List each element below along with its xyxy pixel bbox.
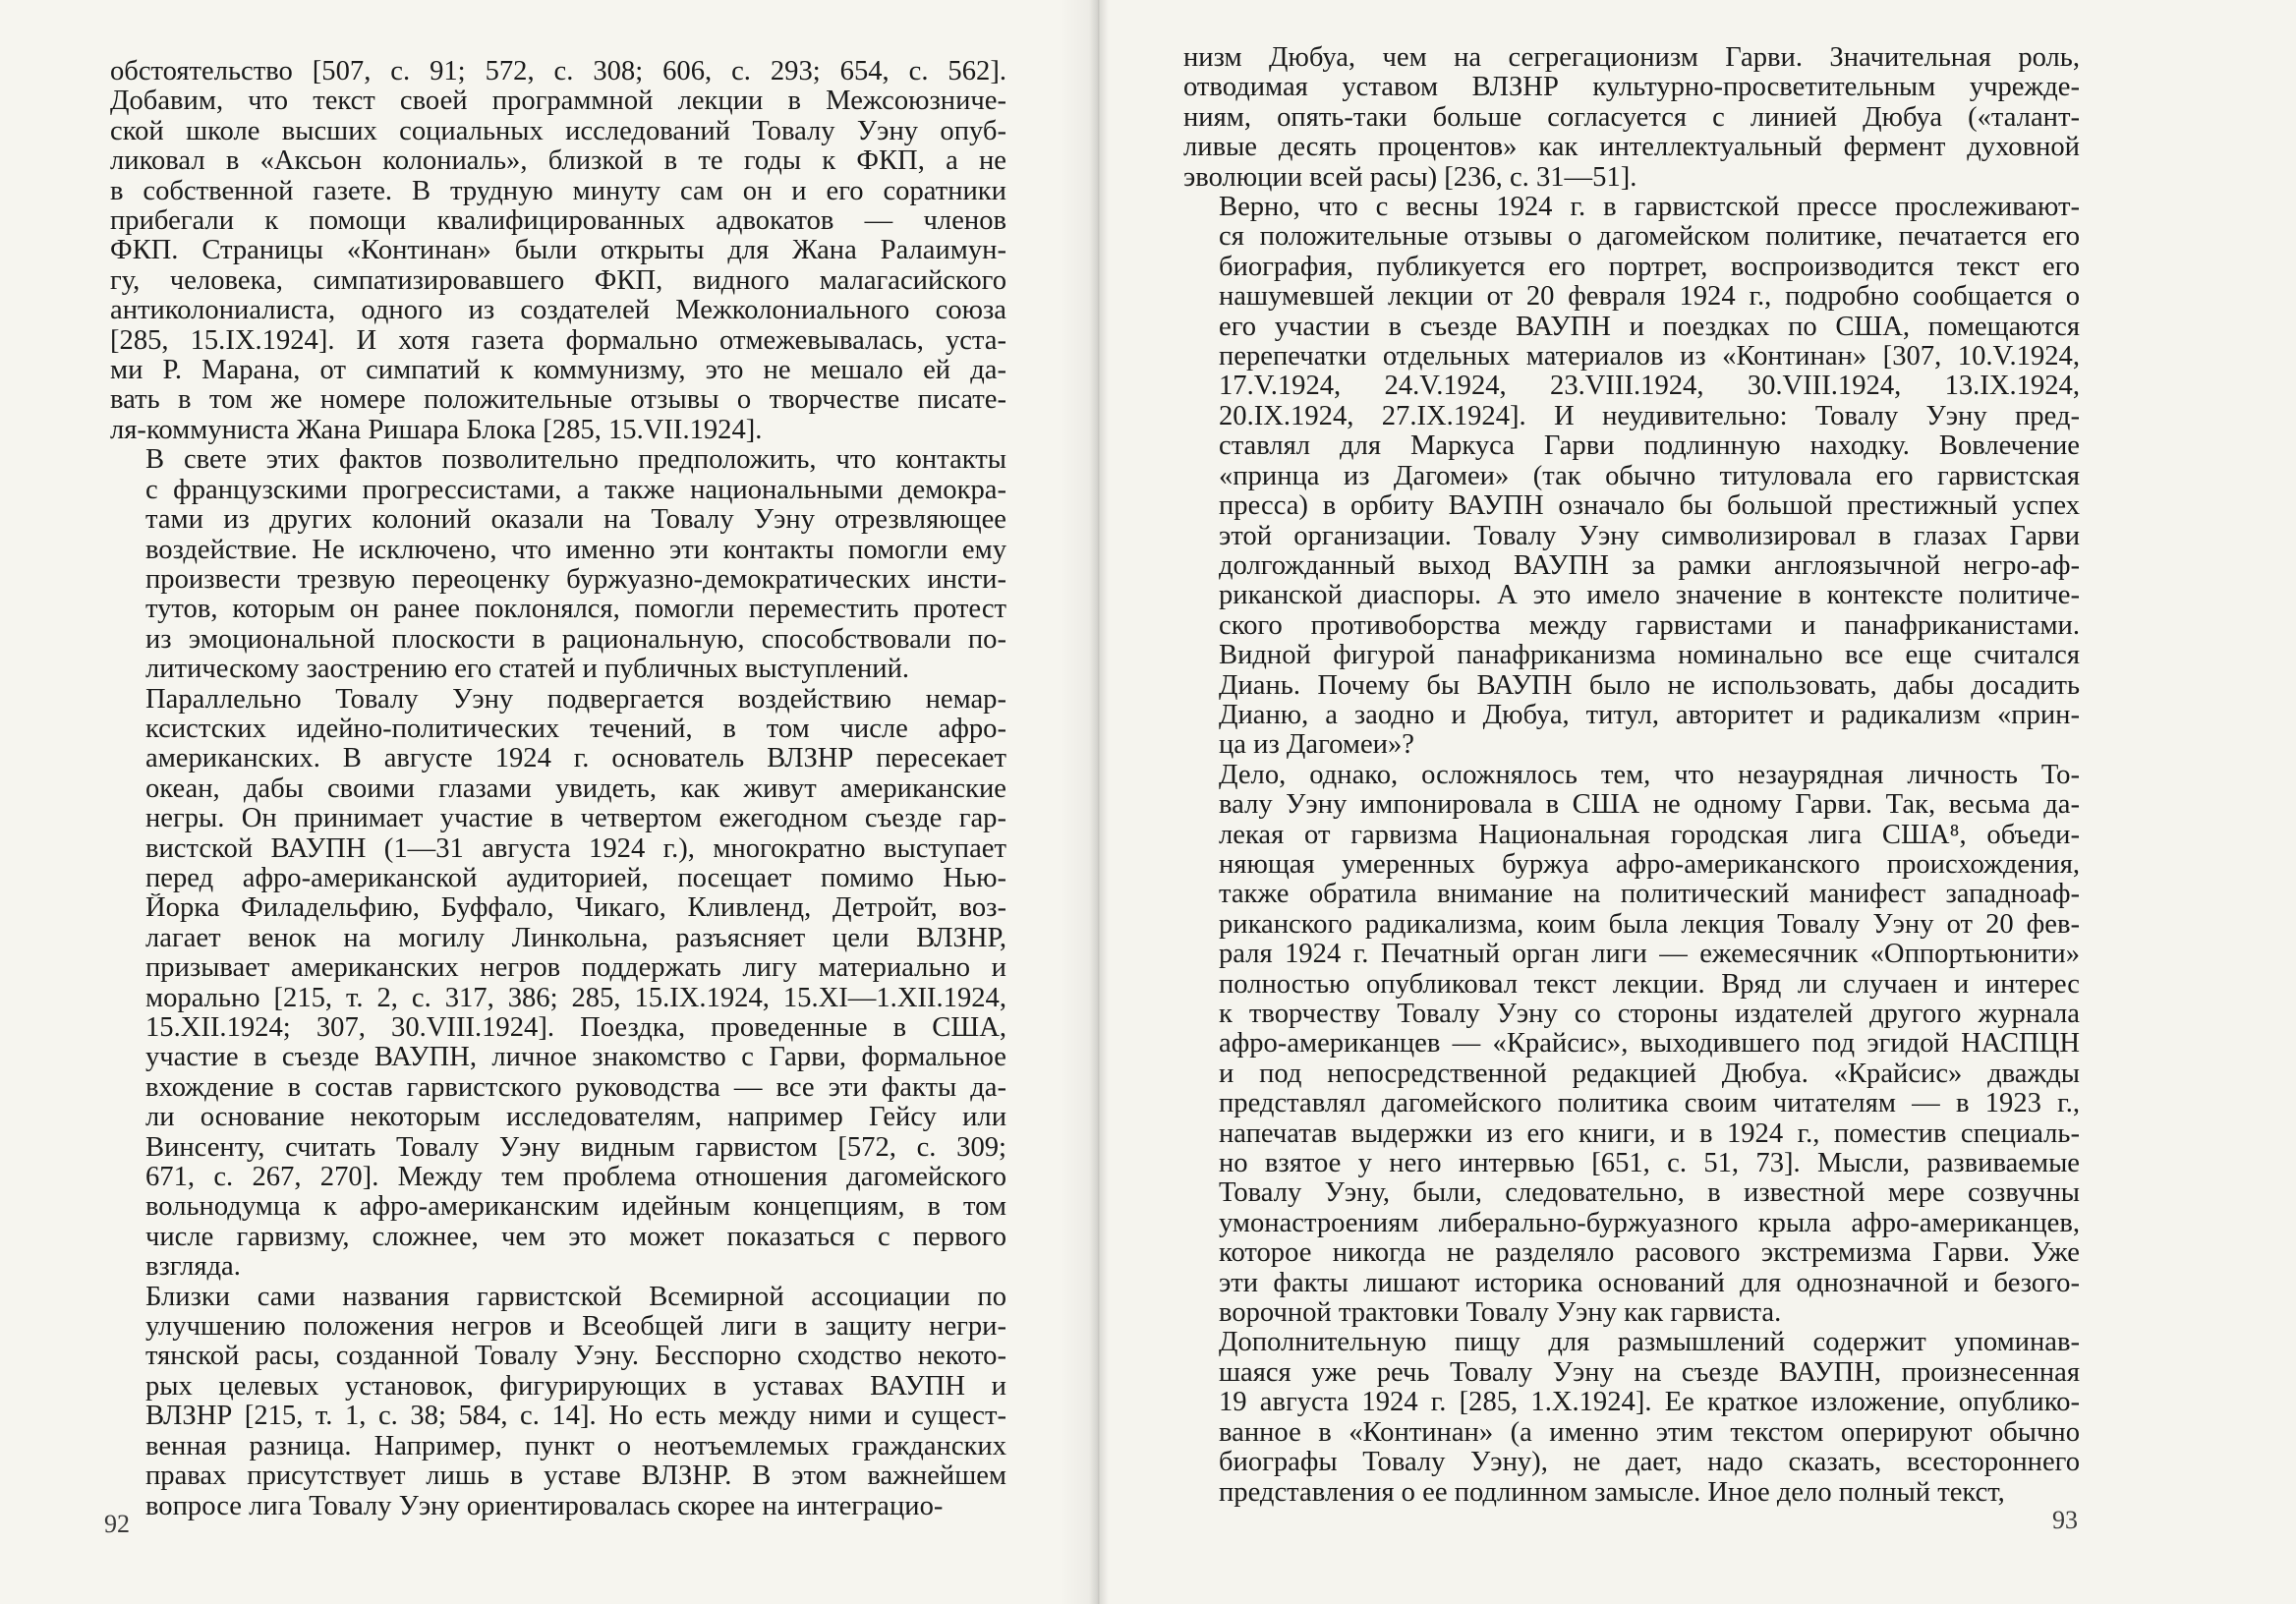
text-line: ля-коммуниста Жана Ришара Блока [285, 15.VII.1924]. [110, 415, 763, 445]
text-line: числе гарвизму, сложнее, чем это может показаться с первого [145, 1222, 1006, 1252]
text-line: призывает американских негров поддержать лигу материально и [145, 953, 1006, 984]
text-line: океан, дабы своими глазами увидеть, как живут американские [145, 773, 1006, 804]
text-line: ФКП. Страницы «Континан» были открыты для Жана Ралаимун- [110, 236, 1006, 266]
text-line: Дополнительную пищу для размышлений содержит упоминав- [1219, 1328, 2080, 1358]
text-line: риканского радикализма, коим была лекция Товалу Уэну от 20 фев- [1219, 909, 2080, 940]
text-line: гу, человека, симпатизировавшего ФКП, видного малагасийского [110, 265, 1006, 296]
right-page-text [1183, 43, 2080, 1508]
text-line: умонастроениям либерально-буржуазного крыла афро-американцев, [1219, 1208, 2080, 1238]
left-page-number: 92 [104, 1510, 130, 1538]
text-line: прибегали к помощи квалифицированных адвокатов — членов [110, 206, 1006, 237]
text-line: отводимая уставом ВЛЗНР культурно-просветительным учрежде- [1183, 73, 2080, 103]
text-line: вистской ВАУПН (1—31 августа 1924 г.), многократно выступает [145, 833, 1006, 864]
text-line: ми Р. Марана, от симпатий к коммунизму, это не мешало ей да- [110, 356, 1006, 386]
text-line: пресса) в орбиту ВАУПН означало бы большой престижный успех [1219, 491, 2080, 522]
text-line: эти факты лишают историка оснований для однозначной и безого- [1219, 1268, 2080, 1298]
text-line: нашумевшей лекции от 20 февраля 1924 г., подробно сообщается о [1219, 282, 2080, 313]
paragraph [1183, 43, 2080, 193]
right-page-number: 93 [2052, 1506, 2078, 1534]
text-line: тянской расы, созданной Товалу Уэну. Бесспорно сходство некото- [145, 1342, 1006, 1372]
book-gutter [1089, 0, 1109, 1604]
text-line: ликовал в «Аксьон колониаль», близкой в те годы к ФКП, а не [110, 146, 1006, 177]
text-line: вольнодумца к афро-американским идейным концепциям, в том [145, 1192, 1006, 1223]
text-line: в собственной газете. В трудную минуту сам он и его соратники [110, 176, 1006, 206]
text-line: Видной фигурой панафриканизма номинально все еще считался [1219, 641, 2080, 671]
text-line: воздействие. Не исключено, что именно эти контакты помогли ему [145, 535, 1006, 565]
text-line: Параллельно Товалу Уэну подвергается воздействию немар- [145, 684, 1006, 715]
paragraph [1183, 193, 2080, 761]
text-line: ливые десять процентов» как интеллектуальный фермент духовной [1183, 133, 2080, 163]
text-line: Йорка Филадельфию, Буффало, Чикаго, Кливленд, Детройт, воз- [145, 893, 1006, 924]
text-line: низм Дюбуа, чем на сегрегационизм Гарви. Значительная роль, [1183, 43, 2080, 73]
text-line: ца из Дагомеи»? [1219, 730, 1414, 761]
text-line: участие в съезде ВАУПН, личное знакомство с Гарви, формальное [145, 1043, 1006, 1073]
text-line: лагает венок на могилу Линкольна, разъясняет цели ВЛЗНР, [145, 923, 1006, 953]
text-line: перепечатки отдельных материалов из «Континан» [307, 10.V.1924, [1219, 342, 2080, 372]
text-line: биография, публикуется его портрет, воспроизводится текст его [1219, 252, 2080, 282]
paragraph [110, 445, 1006, 684]
text-line: 17.V.1924, 24.V.1924, 23.VIII.1924, 30.VIII.1924, 13.IX.1924, [1219, 372, 2080, 402]
text-line: ского противоборства между гарвистами и панафриканистами. [1219, 610, 2080, 641]
text-line: представления о ее подлинном замысле. Иное дело полный текст, [1219, 1477, 2005, 1508]
text-line: вхождение в состав гарвистского руководства — все эти факты да- [145, 1072, 1006, 1103]
text-line: афро-американцев — «Крайсис», выходившего под эгидой НАСПЦН [1219, 1029, 2080, 1060]
text-line: ниям, опять-таки больше согласуется с линией Дюбуа («талант- [1183, 102, 2080, 133]
paragraph [110, 57, 1006, 445]
text-line: но взятое у него интервью [651, с. 51, 73]. Мысли, развиваемые [1219, 1149, 2080, 1179]
text-line: няющая умеренных буржуа афро-американского происхождения, [1219, 849, 2080, 880]
text-line: и под непосредственной редакцией Дюбуа. «Крайсис» дважды [1219, 1059, 2080, 1089]
text-line: 671, с. 267, 270]. Между тем проблема отношения дагомейского [145, 1163, 1006, 1193]
text-line: перед афро-американской аудиторией, посещает помимо Нью- [145, 863, 1006, 893]
text-line: которое никогда не разделяло расового экстремизма Гарви. Уже [1219, 1238, 2080, 1269]
text-line: ся положительные отзывы о дагомейском политике, печатается его [1219, 222, 2080, 253]
text-line: вать в том же номере положительные отзывы о творчестве писате- [110, 385, 1006, 416]
text-line: из эмоциональной плоскости в рациональную, способствовали по- [145, 624, 1006, 655]
text-line: к творчеству Товалу Уэну со стороны издателей другого журнала [1219, 1000, 2080, 1029]
text-line: морально [215, т. 2, с. 317, 386; 285, 15.IX.1924, 15.XI—1.XII.1924, [145, 983, 1006, 1013]
text-line: ксистских идейно-политических течений, в том числе афро- [145, 714, 1006, 744]
text-line: ВЛЗНР [215, т. 1, с. 38; 584, с. 14]. Но есть между ними и сущест- [145, 1402, 1006, 1432]
text-line: улучшению положения негров и Всеобщей лиги в защиту негри- [145, 1312, 1006, 1343]
text-line: литическому заострению его статей и публичных выступлений. [145, 655, 910, 685]
text-line: этой организации. Товалу Уэну символизировал в глазах Гарви [1219, 521, 2080, 551]
text-line: с французскими прогрессистами, а также национальными демокра- [145, 475, 1006, 505]
text-line: ли основание некоторым исследователям, например Гейсу или [145, 1103, 1006, 1133]
paragraph [1183, 761, 2080, 1329]
text-line: [285, 15.IX.1924]. И хотя газета формально отмежевывалась, уста- [110, 325, 1006, 356]
text-line: Товалу Уэну, были, следовательно, в известной мере созвучны [1219, 1178, 2080, 1209]
text-line: Диань. Почему бы ВАУПН было не использовать, дабы досадить [1219, 670, 2080, 701]
text-line: Верно, что с весны 1924 г. в гарвистской прессе прослеживают- [1219, 193, 2080, 223]
text-line: Дианю, а заодно и Дюбуа, титул, авторитет и радикализм «прин- [1219, 700, 2080, 730]
text-line: американских. В августе 1924 г. основатель ВЛЗНР пересекает [145, 744, 1006, 774]
text-line: ставлял для Маркуса Гарви подлинную находку. Вовлечение [1219, 431, 2080, 462]
text-line: обстоятельство [507, с. 91; 572, с. 308; 606, с. 293; 654, с. 562]. [110, 57, 1006, 86]
text-line: представлял дагомейского политика своим читателям — в 1923 г., [1219, 1089, 2080, 1119]
text-line: 19 августа 1924 г. [285, 1.X.1924]. Ее краткое изложение, опублико- [1219, 1388, 2080, 1418]
text-line: валу Уэну импонировала в США не одному Гарви. Так, весьма да- [1219, 790, 2080, 821]
text-line: Близки сами названия гарвистской Всемирной ассоциации по [145, 1282, 1006, 1312]
text-line: его участии в съезде ВАУПН и поездках по США, помещаются [1219, 312, 2080, 342]
text-line: 20.IX.1924, 27.IX.1924]. И неудивительно: Товалу Уэну пред- [1219, 401, 2080, 431]
text-line: Добавим, что текст своей программной лекции в Межсоюзниче- [110, 86, 1006, 117]
text-line: Винсенту, считать Товалу Уэну видным гарвистом [572, с. 309; [145, 1132, 1006, 1163]
text-line: правах присутствует лишь в уставе ВЛЗНР. В этом важнейшем [145, 1461, 1006, 1492]
text-line: вопросе лига Товалу Уэну ориентировалась скорее на интеграцио- [145, 1491, 944, 1521]
text-line: напечатав выдержки из его книги, и в 1924 г., поместив специаль- [1219, 1118, 2080, 1149]
text-line: негры. Он принимает участие в четвертом ежегодном съезде гар- [145, 804, 1006, 834]
text-line: 15.XII.1924; 307, 30.VIII.1924]. Поездка, проведенные в США, [145, 1013, 1006, 1043]
text-line: Дело, однако, осложнялось тем, что незаурядная личность То- [1219, 760, 2080, 790]
text-line: ванное в «Континан» (а именно этим текстом оперируют обычно [1219, 1417, 2080, 1448]
text-line: ской школе высших социальных исследований Товалу Уэну опуб- [110, 116, 1006, 146]
text-line: полностью опубликовал текст лекции. Вряд ли случаен и интерес [1219, 969, 2080, 1000]
text-line: В свете этих фактов позволительно предположить, что контакты [145, 445, 1006, 476]
text-line: рых целевых установок, фигурирующих в уставах ВАУПН и [145, 1371, 1006, 1402]
text-line: антиколониалиста, одного из создателей Межколониального союза [110, 296, 1006, 326]
text-line: произвести трезвую переоценку буржуазно-демократических инсти- [145, 564, 1006, 595]
text-line: также обратила внимание на политический манифест западноаф- [1219, 880, 2080, 910]
left-page-text [110, 57, 1006, 1521]
text-line: раля 1924 г. Печатный орган лиги — ежемесячник «Оппортьюнити» [1219, 940, 2080, 970]
text-line: долгожданный выход ВАУПН за рамки англоязычной негро-аф- [1219, 550, 2080, 581]
text-line: эволюции всей расы) [236, с. 31—51]. [1183, 162, 1637, 193]
paragraph [1183, 1328, 2080, 1507]
paragraph [110, 685, 1006, 1283]
paragraph [110, 1283, 1006, 1521]
text-line: шаяся уже речь Товалу Уэну на съезде ВАУПН, произнесенная [1219, 1357, 2080, 1388]
text-line: венная разница. Например, пункт о неотъемлемых гражданских [145, 1431, 1006, 1461]
text-line: тутов, которым он ранее поклонялся, помогли переместить протест [145, 595, 1006, 625]
text-line: биографы Товалу Уэну), не дает, надо сказать, всестороннего [1219, 1448, 2080, 1478]
text-line: взгляда. [145, 1252, 241, 1283]
text-line: ворочной трактовки Товалу Уэну как гарвиста. [1219, 1298, 1782, 1329]
text-line: риканской диаспоры. А это имело значение в контексте политиче- [1219, 581, 2080, 611]
text-line: тами из других колоний оказали на Товалу Уэну отрезвляющее [145, 505, 1006, 536]
text-line: лекая от гарвизма Национальная городская лига США⁸, объеди- [1219, 820, 2080, 850]
text-line: «принца из Дагомеи» (так обычно титуловала его гарвистская [1219, 461, 2080, 491]
